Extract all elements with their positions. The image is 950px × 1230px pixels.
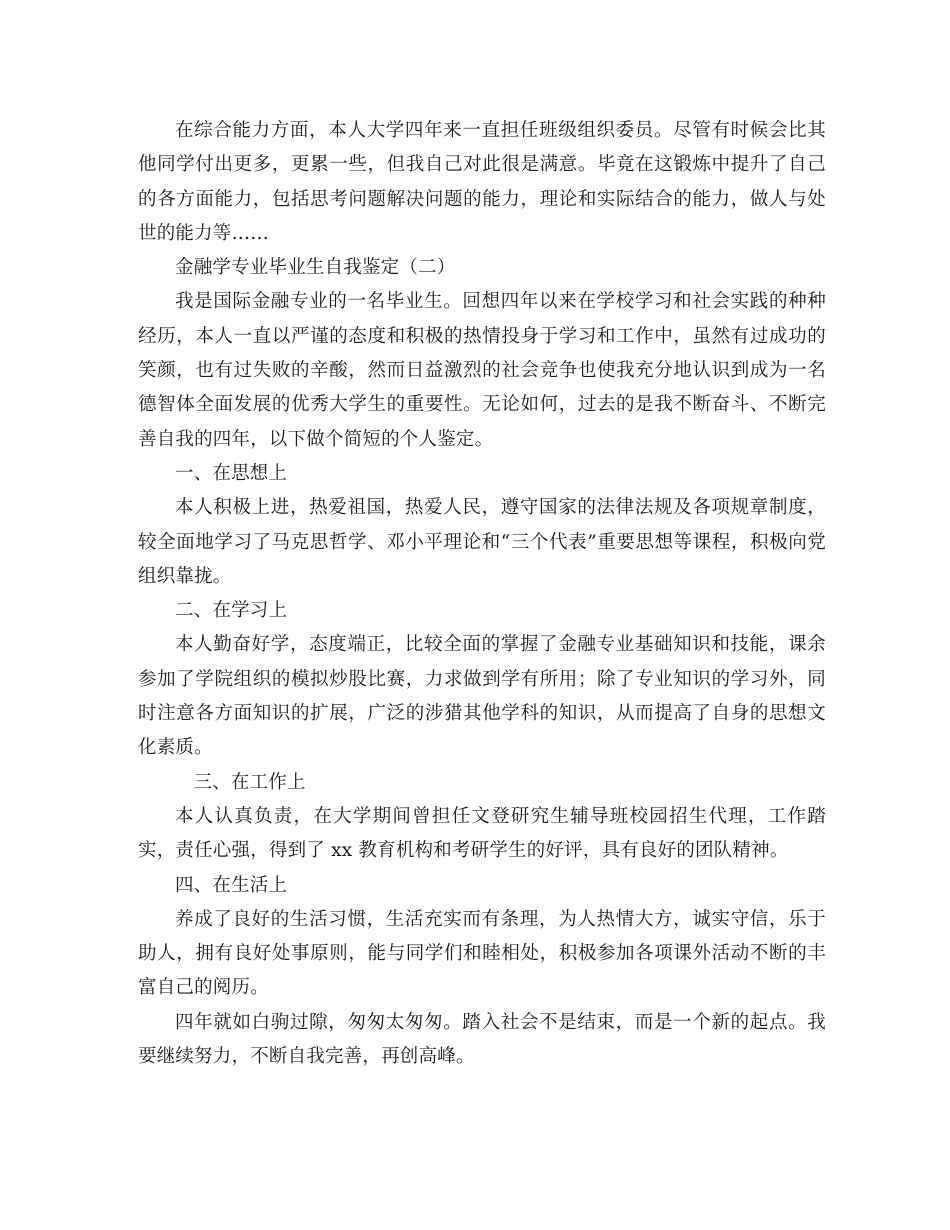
paragraph-comprehensive-ability: 在综合能力方面，本人大学四年来一直担任班级组织委员。尽管有时候会比其他同学付出更多，更累一些，但我自己对此很是满意。毕竟在这锻炼中提升了自己的各方面能力，包括思考问题解决问题的能力，理论和实际结合的能力，做人与处世的能力等…… [138, 120, 826, 244]
paragraph-study: 本人勤奋好学，态度端正，比较全面的掌握了金融专业基础知识和技能，课余参加了学院组织的模拟炒股比赛，力求做到学有所用；除了专业知识的学习外，同时注意各方面知识的扩展，广泛的涉猎其他学科的知识，从而提高了自身的思想文化素质。 [138, 634, 826, 759]
paragraph-ideology: 本人积极上进，热爱祖国，热爱人民，遵守国家的法律法规及各项规章制度，较全面地学习了马克思哲学、邓小平理论和“三个代表”重要思想等课程，积极向党组织靠拢。 [138, 497, 826, 587]
paragraph-intro: 我是国际金融专业的一名毕业生。回想四年以来在学校学习和社会实践的种种经历，本人一直以严谨的态度和积极的热情投身于学习和工作中，虽然有过成功的笑颜，也有过失败的辛酸，然而日益激烈的社会竞争也使我充分地认识到成为一名德智体全面发展的优秀大学生的重要性。无论如何，过去的是我不断奋斗、不断完善自我的四年，以下做个简短的个人鉴定。 [138, 291, 826, 450]
paragraph-work: 本人认真负责，在大学期间曾担任文登研究生辅导班校园招生代理，工作踏实，责任心强，得到了 xx 教育机构和考研学生的好评，具有良好的团队精神。 [138, 805, 826, 862]
document-body [138, 114, 826, 1074]
section-title: 金融学专业毕业生自我鉴定（二） [175, 257, 456, 279]
paragraph-life: 养成了良好的生活习惯，生活充实而有条理，为人热情大方，诚实守信，乐于助人，拥有良好处事原则，能与同学们和睦相处，积极参加各项课外活动不断的丰富自己的阅历。 [138, 908, 826, 999]
heading-study: 二、在学习上 [175, 600, 288, 622]
heading-ideology: 一、在思想上 [175, 462, 288, 484]
paragraph-conclusion: 四年就如白驹过隙，匆匆太匆匆。踏入社会不是结束，而是一个新的起点。我要继续努力，不断自我完善，再创高峰。 [138, 1011, 826, 1068]
heading-work: 三、在工作上 [193, 771, 306, 793]
heading-life: 四、在生活上 [175, 874, 288, 896]
